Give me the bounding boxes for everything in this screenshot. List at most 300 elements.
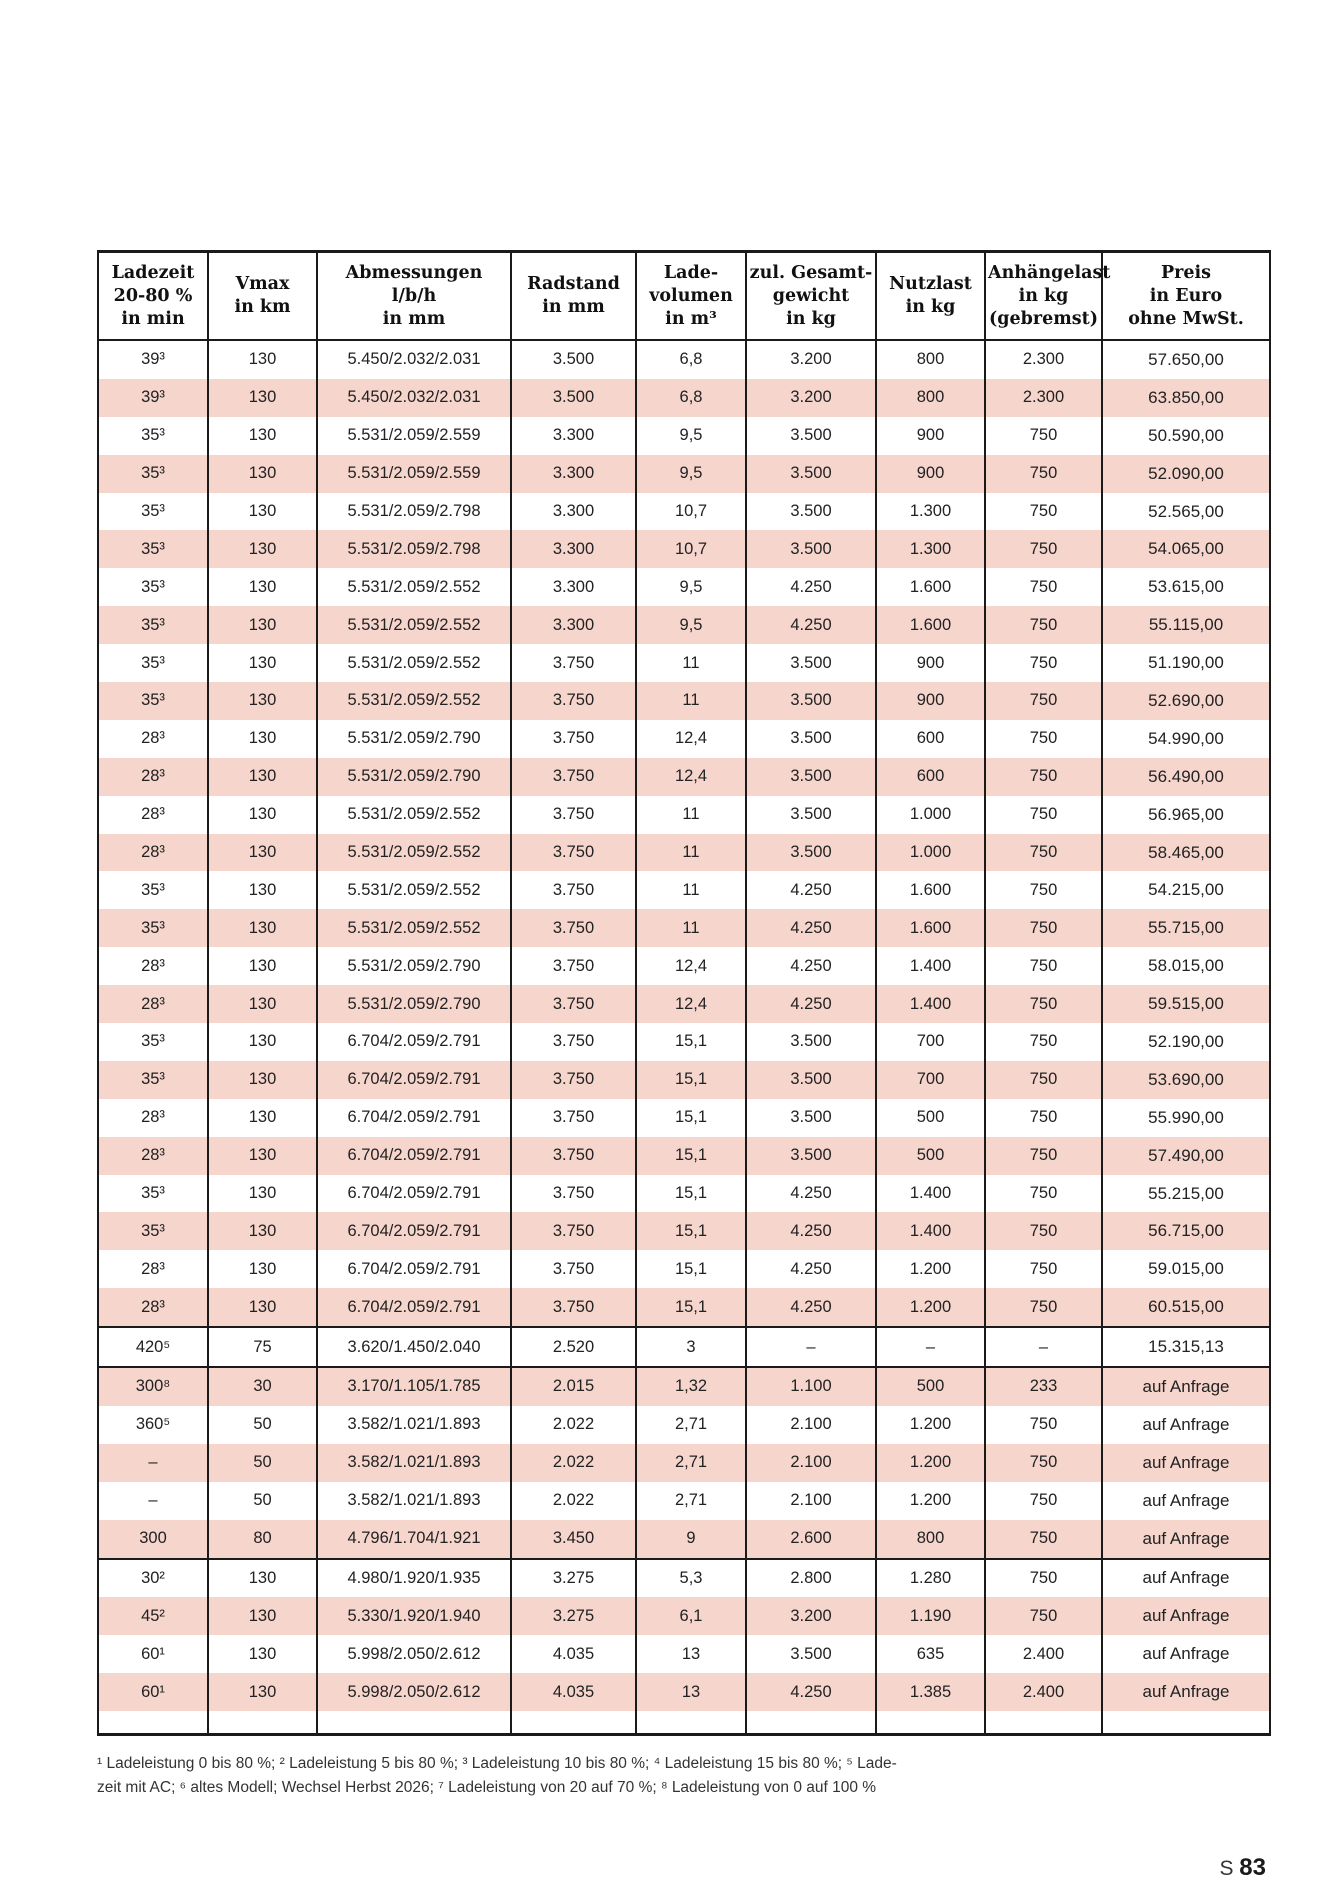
cell-ladevolumen: 15,1 — [636, 1137, 746, 1175]
table-row — [98, 340, 1270, 379]
cell-anhaengelast: 2.300 — [985, 340, 1102, 379]
cell-ladezeit: 420⁵ — [98, 1327, 208, 1367]
cell-vmax: 80 — [208, 1520, 317, 1559]
table-row — [98, 834, 1270, 872]
table-row — [98, 1288, 1270, 1327]
cell-ladevolumen: 3 — [636, 1327, 746, 1367]
empty-cell — [636, 1711, 746, 1735]
cell-anhaengelast: 750 — [985, 1175, 1102, 1213]
header-preis: Preis in Euro ohne MwSt. — [1102, 252, 1270, 341]
cell-ladevolumen: 11 — [636, 871, 746, 909]
cell-abmessungen: 5.330/1.920/1.940 — [317, 1597, 511, 1635]
cell-preis: auf Anfrage — [1102, 1482, 1270, 1520]
cell-anhaengelast: 750 — [985, 1250, 1102, 1288]
cell-ladevolumen: 15,1 — [636, 1023, 746, 1061]
cell-abmessungen: 5.531/2.059/2.798 — [317, 493, 511, 531]
cell-gesamtgewicht: 2.100 — [746, 1406, 876, 1444]
cell-ladezeit: 39³ — [98, 379, 208, 417]
cell-gesamtgewicht: 4.250 — [746, 1212, 876, 1250]
cell-abmessungen: 5.531/2.059/2.798 — [317, 530, 511, 568]
cell-vmax: 130 — [208, 909, 317, 947]
cell-preis: auf Anfrage — [1102, 1520, 1270, 1559]
table-row — [98, 1099, 1270, 1137]
cell-gesamtgewicht: 3.500 — [746, 1061, 876, 1099]
table-row — [98, 1137, 1270, 1175]
cell-radstand: 3.750 — [511, 1023, 636, 1061]
cell-gesamtgewicht: 3.500 — [746, 644, 876, 682]
cell-vmax: 130 — [208, 834, 317, 872]
cell-ladezeit: – — [148, 1491, 158, 1510]
cell-ladezeit: 35³ — [98, 1061, 208, 1099]
cell-ladevolumen: 9,5 — [636, 606, 746, 644]
cell-radstand: 3.500 — [511, 379, 636, 417]
cell-anhaengelast: 750 — [985, 1288, 1102, 1327]
table-row — [98, 1520, 1270, 1559]
cell-ladezeit: 30² — [98, 1559, 208, 1598]
cell-nutzlast: 1.200 — [876, 1482, 985, 1520]
table-row — [98, 455, 1270, 493]
cell-preis: auf Anfrage — [1102, 1673, 1270, 1711]
cell-gesamtgewicht: 1.100 — [746, 1367, 876, 1406]
cell-ladevolumen: 2,71 — [636, 1482, 746, 1520]
table-row — [98, 379, 1270, 417]
cell-ladevolumen: 11 — [636, 909, 746, 947]
cell-anhaengelast: 2.400 — [985, 1673, 1102, 1711]
cell-abmessungen: 3.620/1.450/2.040 — [317, 1327, 511, 1367]
cell-ladezeit: 39³ — [141, 350, 165, 369]
cell-vmax: 130 — [208, 1635, 317, 1673]
cell-nutzlast: 800 — [876, 340, 985, 379]
cell-preis: 63.850,00 — [1102, 379, 1270, 417]
cell-nutzlast: 1.600 — [876, 909, 985, 947]
cell-radstand: 3.750 — [511, 758, 636, 796]
cell-ladezeit: 28³ — [141, 729, 165, 748]
cell-abmessungen: 5.531/2.059/2.552 — [317, 834, 511, 872]
cell-abmessungen: 5.531/2.059/2.552 — [317, 796, 511, 834]
cell-abmessungen: 5.531/2.059/2.552 — [317, 871, 511, 909]
empty-cell — [98, 1711, 208, 1735]
cell-ladezeit: 35³ — [98, 455, 208, 493]
cell-vmax: 50 — [208, 1482, 317, 1520]
table-row — [98, 1444, 1270, 1482]
cell-gesamtgewicht: 4.250 — [746, 947, 876, 985]
cell-abmessungen: 6.704/2.059/2.791 — [317, 1137, 511, 1175]
cell-nutzlast: 500 — [876, 1099, 985, 1137]
cell-vmax: 50 — [208, 1406, 317, 1444]
cell-abmessungen: 5.531/2.059/2.552 — [317, 606, 511, 644]
cell-radstand: 3.750 — [511, 871, 636, 909]
cell-preis: 52.565,00 — [1102, 493, 1270, 531]
cell-ladezeit: 35³ — [141, 426, 165, 445]
cell-nutzlast: 600 — [876, 720, 985, 758]
cell-vmax: 130 — [208, 644, 317, 682]
cell-nutzlast: 635 — [876, 1635, 985, 1673]
cell-ladevolumen: 6,8 — [636, 379, 746, 417]
cell-anhaengelast: 233 — [985, 1367, 1102, 1406]
cell-radstand: 2.022 — [511, 1482, 636, 1520]
cell-anhaengelast: 750 — [985, 644, 1102, 682]
cell-ladezeit: 28³ — [141, 956, 165, 975]
spec-table — [97, 250, 1271, 1736]
cell-vmax: 30 — [208, 1367, 317, 1406]
cell-preis: auf Anfrage — [1102, 1559, 1270, 1598]
cell-vmax: 130 — [208, 1212, 317, 1250]
cell-vmax: 130 — [208, 606, 317, 644]
cell-anhaengelast: 750 — [985, 1559, 1102, 1598]
table-body — [98, 340, 1270, 1735]
cell-ladezeit: 28³ — [141, 1108, 165, 1127]
cell-radstand: 3.750 — [511, 1175, 636, 1213]
cell-anhaengelast: 750 — [985, 493, 1102, 531]
cell-gesamtgewicht: 4.250 — [746, 1288, 876, 1327]
cell-anhaengelast: 2.300 — [985, 379, 1102, 417]
cell-gesamtgewicht: 2.100 — [746, 1482, 876, 1520]
table-row — [98, 1406, 1270, 1444]
cell-abmessungen: 6.704/2.059/2.791 — [317, 1175, 511, 1213]
cell-anhaengelast: 750 — [985, 682, 1102, 720]
cell-vmax: 130 — [208, 1099, 317, 1137]
cell-ladevolumen: 12,4 — [636, 985, 746, 1023]
cell-anhaengelast: 750 — [985, 796, 1102, 834]
cell-preis: auf Anfrage — [1102, 1406, 1270, 1444]
cell-anhaengelast: 750 — [985, 1597, 1102, 1635]
page-number-value: 83 — [1239, 1854, 1266, 1881]
cell-nutzlast: 1.200 — [876, 1288, 985, 1327]
cell-anhaengelast: 750 — [985, 1023, 1102, 1061]
table-row — [98, 1212, 1270, 1250]
cell-preis: 56.965,00 — [1102, 796, 1270, 834]
cell-ladezeit: 35³ — [98, 909, 208, 947]
cell-abmessungen: 5.531/2.059/2.790 — [317, 947, 511, 985]
cell-ladezeit: 28³ — [98, 758, 208, 796]
cell-abmessungen: 6.704/2.059/2.791 — [317, 1023, 511, 1061]
cell-ladevolumen: 1,32 — [636, 1367, 746, 1406]
cell-preis: 53.615,00 — [1102, 568, 1270, 606]
cell-ladezeit: 28³ — [141, 805, 165, 824]
table-row — [98, 1023, 1270, 1061]
cell-anhaengelast: 750 — [985, 947, 1102, 985]
empty-cell — [511, 1711, 636, 1735]
cell-anhaengelast: 750 — [985, 1099, 1102, 1137]
cell-ladevolumen: 12,4 — [636, 720, 746, 758]
cell-anhaengelast: – — [985, 1327, 1102, 1367]
cell-abmessungen: 5.531/2.059/2.790 — [317, 758, 511, 796]
cell-radstand: 3.500 — [511, 340, 636, 379]
cell-vmax: 130 — [208, 947, 317, 985]
table-header — [98, 252, 1270, 341]
header-nutzlast: Nutzlast in kg — [876, 252, 985, 341]
cell-anhaengelast: 750 — [985, 909, 1102, 947]
cell-nutzlast: 500 — [876, 1137, 985, 1175]
cell-ladezeit: 60¹ — [141, 1644, 165, 1663]
cell-anhaengelast: 750 — [985, 1061, 1102, 1099]
cell-ladevolumen: 11 — [636, 644, 746, 682]
table-row — [98, 1061, 1270, 1099]
cell-ladezeit: 35³ — [141, 653, 165, 672]
cell-radstand: 2.015 — [511, 1367, 636, 1406]
cell-abmessungen: 5.998/2.050/2.612 — [317, 1673, 511, 1711]
cell-nutzlast: 1.000 — [876, 834, 985, 872]
cell-ladevolumen: 11 — [636, 834, 746, 872]
cell-preis: auf Anfrage — [1102, 1367, 1270, 1406]
cell-gesamtgewicht: 4.250 — [746, 909, 876, 947]
cell-abmessungen: 5.531/2.059/2.552 — [317, 568, 511, 606]
cell-nutzlast: 700 — [876, 1061, 985, 1099]
header-gesamtgewicht: zul. Gesamt- gewicht in kg — [746, 252, 876, 341]
cell-gesamtgewicht: 3.500 — [746, 1635, 876, 1673]
cell-gesamtgewicht: 2.600 — [746, 1520, 876, 1559]
cell-vmax: 130 — [208, 758, 317, 796]
header-abmessungen: Abmessungen l/b/h in mm — [317, 252, 511, 341]
table-row — [98, 493, 1270, 531]
cell-ladezeit: 35³ — [98, 530, 208, 568]
cell-radstand: 3.275 — [511, 1559, 636, 1598]
cell-vmax: 130 — [208, 417, 317, 455]
cell-nutzlast: 1.190 — [876, 1597, 985, 1635]
cell-nutzlast: 1.400 — [876, 985, 985, 1023]
cell-ladevolumen: 15,1 — [636, 1212, 746, 1250]
table-row — [98, 682, 1270, 720]
footnotes — [97, 1752, 917, 1800]
empty-cell — [985, 1711, 1102, 1735]
cell-anhaengelast: 750 — [985, 1212, 1102, 1250]
cell-anhaengelast: 750 — [985, 871, 1102, 909]
cell-ladevolumen: 15,1 — [636, 1175, 746, 1213]
cell-vmax: 130 — [208, 796, 317, 834]
cell-radstand: 3.750 — [511, 1212, 636, 1250]
cell-ladevolumen: 2,71 — [636, 1444, 746, 1482]
table-filler-row — [98, 1711, 1270, 1735]
cell-preis: 54.065,00 — [1102, 530, 1270, 568]
cell-radstand: 3.300 — [511, 606, 636, 644]
cell-radstand: 3.750 — [511, 1061, 636, 1099]
cell-radstand: 3.750 — [511, 644, 636, 682]
cell-gesamtgewicht: 4.250 — [746, 1250, 876, 1288]
cell-ladevolumen: 11 — [636, 796, 746, 834]
cell-abmessungen: 6.704/2.059/2.791 — [317, 1250, 511, 1288]
cell-abmessungen: 6.704/2.059/2.791 — [317, 1099, 511, 1137]
cell-ladevolumen: 9,5 — [636, 568, 746, 606]
cell-radstand: 3.300 — [511, 530, 636, 568]
cell-preis: auf Anfrage — [1102, 1597, 1270, 1635]
cell-nutzlast: 1.385 — [876, 1673, 985, 1711]
cell-nutzlast: 1.400 — [876, 1175, 985, 1213]
cell-radstand: 3.750 — [511, 985, 636, 1023]
cell-ladezeit: 45² — [98, 1597, 208, 1635]
cell-radstand: 3.450 — [511, 1520, 636, 1559]
cell-anhaengelast: 750 — [985, 1137, 1102, 1175]
cell-preis: 55.115,00 — [1102, 606, 1270, 644]
cell-abmessungen: 5.531/2.059/2.552 — [317, 909, 511, 947]
cell-anhaengelast: 750 — [985, 758, 1102, 796]
cell-preis: 52.190,00 — [1102, 1023, 1270, 1061]
cell-abmessungen: 5.531/2.059/2.552 — [317, 644, 511, 682]
cell-radstand: 3.750 — [511, 720, 636, 758]
cell-radstand: 3.750 — [511, 1288, 636, 1327]
cell-vmax: 130 — [208, 1023, 317, 1061]
table-row — [98, 720, 1270, 758]
table-row — [98, 909, 1270, 947]
cell-anhaengelast: 750 — [985, 1406, 1102, 1444]
table-row — [98, 606, 1270, 644]
cell-preis: 56.715,00 — [1102, 1212, 1270, 1250]
table-row — [98, 758, 1270, 796]
table-row — [98, 1327, 1270, 1367]
cell-gesamtgewicht: 3.500 — [746, 1099, 876, 1137]
cell-nutzlast: 600 — [876, 758, 985, 796]
cell-gesamtgewicht: 3.500 — [746, 834, 876, 872]
cell-vmax: 130 — [208, 1288, 317, 1327]
cell-abmessungen: 3.582/1.021/1.893 — [317, 1406, 511, 1444]
cell-abmessungen: 5.531/2.059/2.790 — [317, 720, 511, 758]
cell-gesamtgewicht: 4.250 — [746, 568, 876, 606]
cell-gesamtgewicht: 4.250 — [746, 871, 876, 909]
cell-anhaengelast: 750 — [985, 568, 1102, 606]
cell-nutzlast: 1.300 — [876, 493, 985, 531]
cell-gesamtgewicht: 3.500 — [746, 758, 876, 796]
cell-radstand: 3.750 — [511, 909, 636, 947]
cell-radstand: 2.520 — [511, 1327, 636, 1367]
cell-nutzlast: 700 — [876, 1023, 985, 1061]
cell-ladezeit: 360⁵ — [135, 1415, 171, 1434]
cell-gesamtgewicht: 3.500 — [746, 796, 876, 834]
table-row — [98, 1482, 1270, 1520]
cell-ladezeit: 28³ — [141, 1259, 165, 1278]
empty-cell — [1102, 1711, 1270, 1735]
cell-preis: 52.090,00 — [1102, 455, 1270, 493]
cell-nutzlast: 1.400 — [876, 947, 985, 985]
cell-ladevolumen: 9,5 — [636, 417, 746, 455]
cell-radstand: 2.022 — [511, 1406, 636, 1444]
cell-vmax: 130 — [208, 1559, 317, 1598]
cell-radstand: 3.275 — [511, 1597, 636, 1635]
cell-ladevolumen: 12,4 — [636, 947, 746, 985]
cell-radstand: 3.750 — [511, 1137, 636, 1175]
cell-vmax: 130 — [208, 682, 317, 720]
cell-radstand: 3.750 — [511, 1099, 636, 1137]
cell-nutzlast: 800 — [876, 1520, 985, 1559]
cell-preis: 55.990,00 — [1102, 1099, 1270, 1137]
cell-preis: 52.690,00 — [1102, 682, 1270, 720]
cell-vmax: 130 — [208, 1061, 317, 1099]
cell-vmax: 130 — [208, 1673, 317, 1711]
cell-preis: 59.515,00 — [1102, 985, 1270, 1023]
cell-preis: 55.215,00 — [1102, 1175, 1270, 1213]
cell-vmax: 130 — [208, 455, 317, 493]
cell-ladezeit: 300⁸ — [98, 1367, 208, 1406]
header-radstand: Radstand in mm — [511, 252, 636, 341]
table-row — [98, 568, 1270, 606]
cell-ladevolumen: 13 — [636, 1673, 746, 1711]
cell-radstand: 3.300 — [511, 455, 636, 493]
cell-gesamtgewicht: 3.500 — [746, 530, 876, 568]
cell-abmessungen: 5.531/2.059/2.552 — [317, 682, 511, 720]
cell-anhaengelast: 750 — [985, 417, 1102, 455]
cell-ladezeit: 28³ — [98, 1288, 208, 1327]
cell-ladezeit: 35³ — [141, 880, 165, 899]
table-row — [98, 1367, 1270, 1406]
cell-ladezeit: 28³ — [98, 834, 208, 872]
cell-preis: 51.190,00 — [1102, 644, 1270, 682]
cell-preis: 50.590,00 — [1102, 417, 1270, 455]
cell-nutzlast: 900 — [876, 417, 985, 455]
cell-gesamtgewicht: 4.250 — [746, 1673, 876, 1711]
cell-radstand: 2.022 — [511, 1444, 636, 1482]
cell-anhaengelast: 750 — [985, 1444, 1102, 1482]
table-row — [98, 871, 1270, 909]
cell-gesamtgewicht: – — [746, 1327, 876, 1367]
table-row — [98, 644, 1270, 682]
cell-gesamtgewicht: 3.500 — [746, 417, 876, 455]
cell-preis: 58.465,00 — [1102, 834, 1270, 872]
cell-gesamtgewicht: 3.500 — [746, 682, 876, 720]
cell-abmessungen: 4.796/1.704/1.921 — [317, 1520, 511, 1559]
footnote-line: ¹ Ladeleistung 0 bis 80 %; ² Ladeleistung 5 bis 80 %; ³ Ladeleistung 10 bis 80 %; ⁴ Ladeleistung 15 bis 80 %; ⁵ Lade- — [97, 1755, 897, 1772]
cell-ladevolumen: 10,7 — [636, 493, 746, 531]
cell-anhaengelast: 750 — [985, 985, 1102, 1023]
cell-abmessungen: 6.704/2.059/2.791 — [317, 1061, 511, 1099]
cell-ladevolumen: 2,71 — [636, 1406, 746, 1444]
cell-ladevolumen: 9,5 — [636, 455, 746, 493]
cell-nutzlast: 1.280 — [876, 1559, 985, 1598]
cell-ladezeit: 35³ — [98, 1212, 208, 1250]
cell-vmax: 130 — [208, 985, 317, 1023]
page-prefix: S — [1219, 1857, 1234, 1880]
cell-ladevolumen: 15,1 — [636, 1288, 746, 1327]
cell-radstand: 3.300 — [511, 417, 636, 455]
cell-ladevolumen: 6,8 — [636, 340, 746, 379]
cell-gesamtgewicht: 3.500 — [746, 493, 876, 531]
cell-abmessungen: 3.582/1.021/1.893 — [317, 1482, 511, 1520]
cell-gesamtgewicht: 3.500 — [746, 1137, 876, 1175]
cell-ladezeit: 60¹ — [98, 1673, 208, 1711]
cell-preis: 15.315,13 — [1102, 1327, 1270, 1367]
cell-preis: 60.515,00 — [1102, 1288, 1270, 1327]
cell-gesamtgewicht: 2.800 — [746, 1559, 876, 1598]
cell-ladezeit: 35³ — [141, 1032, 165, 1051]
cell-radstand: 4.035 — [511, 1635, 636, 1673]
cell-nutzlast: 1.600 — [876, 568, 985, 606]
cell-preis: 54.215,00 — [1102, 871, 1270, 909]
cell-preis: 56.490,00 — [1102, 758, 1270, 796]
cell-nutzlast: 1.300 — [876, 530, 985, 568]
table-row — [98, 796, 1270, 834]
cell-vmax: 130 — [208, 1250, 317, 1288]
cell-vmax: 130 — [208, 720, 317, 758]
cell-abmessungen: 5.450/2.032/2.031 — [317, 379, 511, 417]
cell-vmax: 130 — [208, 1137, 317, 1175]
cell-gesamtgewicht: 2.100 — [746, 1444, 876, 1482]
cell-gesamtgewicht: 3.200 — [746, 379, 876, 417]
cell-ladezeit: 35³ — [98, 682, 208, 720]
cell-gesamtgewicht: 3.200 — [746, 340, 876, 379]
cell-nutzlast: 1.600 — [876, 871, 985, 909]
table-row — [98, 1175, 1270, 1213]
cell-preis: 55.715,00 — [1102, 909, 1270, 947]
cell-ladevolumen: 13 — [636, 1635, 746, 1673]
cell-gesamtgewicht: 4.250 — [746, 606, 876, 644]
cell-abmessungen: 6.704/2.059/2.791 — [317, 1212, 511, 1250]
cell-nutzlast: 900 — [876, 644, 985, 682]
cell-preis: 53.690,00 — [1102, 1061, 1270, 1099]
cell-preis: 54.990,00 — [1102, 720, 1270, 758]
header-anhaengelast: Anhängelast in kg (gebremst) — [985, 252, 1102, 341]
cell-radstand: 3.300 — [511, 493, 636, 531]
cell-anhaengelast: 750 — [985, 720, 1102, 758]
table-row — [98, 1673, 1270, 1711]
table-row — [98, 417, 1270, 455]
cell-ladevolumen: 10,7 — [636, 530, 746, 568]
